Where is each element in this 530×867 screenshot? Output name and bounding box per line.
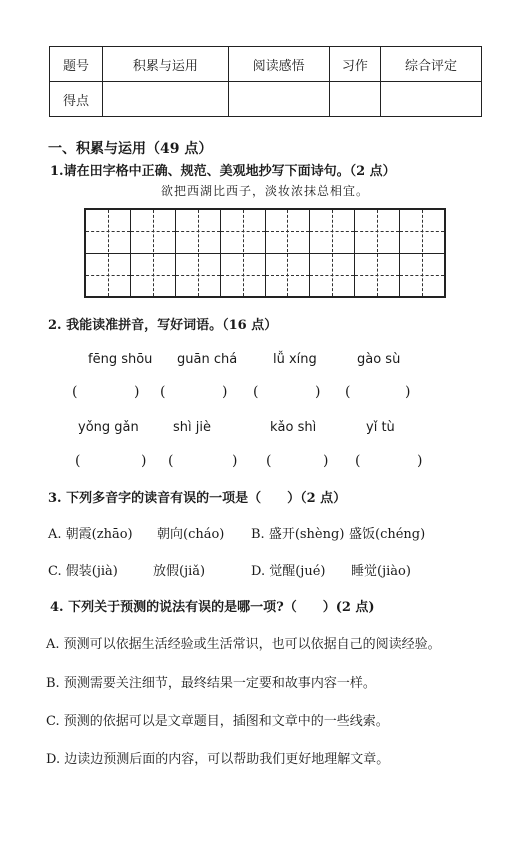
- option-a-item1: A. 朝霞(zhāo): [48, 527, 133, 542]
- tianzige-grid[interactable]: [84, 208, 446, 298]
- answer-paren-open: (: [168, 453, 174, 469]
- option-b: B. 预测需要关注细节，最终结果一定要和故事内容一样。: [46, 676, 376, 691]
- grid-column: [221, 210, 266, 296]
- pinyin: kǎo shì: [270, 420, 317, 435]
- pinyin: gào sù: [357, 352, 401, 367]
- score-cell: [329, 82, 380, 117]
- answer-paren-open: (: [355, 453, 361, 469]
- score-header-cell: 积累与运用: [103, 47, 229, 82]
- pinyin: yǐ tù: [366, 420, 395, 435]
- answer-paren-close: ): [417, 453, 423, 469]
- section-heading: 一、积累与运用（49 点）: [48, 141, 213, 157]
- grid-column: [131, 210, 176, 296]
- option-d-item1: D. 觉醒(jué): [251, 564, 326, 579]
- answer-paren-close: ): [232, 453, 238, 469]
- question-4-title: 4. 下列关于预测的说法有误的是哪一项?（ ）(2 点): [50, 600, 375, 615]
- option-c: C. 预测的依据可以是文章题目，插图和文章中的一些线索。: [46, 714, 389, 729]
- answer-paren-open: (: [253, 384, 259, 400]
- pinyin: lǚ xíng: [273, 352, 317, 367]
- poem-line: 欲把西湖比西子，淡妆浓抹总相宜。: [160, 184, 369, 198]
- answer-paren-close: ): [405, 384, 411, 400]
- question-2-title: 2. 我能读准拼音，写好词语。（16 点）: [48, 318, 278, 333]
- answer-paren-close: ): [141, 453, 147, 469]
- option-c-item1: C. 假装(jià): [48, 564, 118, 579]
- score-cell: [381, 82, 482, 117]
- option-b-item1: B. 盛开(shèng): [251, 527, 345, 542]
- answer-paren-open: (: [160, 384, 166, 400]
- answer-paren-close: ): [134, 384, 140, 400]
- grid-column: [86, 210, 131, 296]
- score-header-cell: 习作: [329, 47, 380, 82]
- score-header-label: 题号: [50, 47, 103, 82]
- option-b-item2: 盛饭(chéng): [349, 527, 426, 542]
- pinyin: fēng shōu: [88, 352, 153, 367]
- answer-paren-close: ): [323, 453, 329, 469]
- score-header-cell: 阅读感悟: [228, 47, 329, 82]
- question-1-title: 1.请在田字格中正确、规范、美观地抄写下面诗句。（2 点）: [50, 164, 396, 179]
- score-cell: [228, 82, 329, 117]
- grid-column: [266, 210, 311, 296]
- answer-paren-open: (: [72, 384, 78, 400]
- option-d: D. 边读边预测后面的内容，可以帮助我们更好地理解文章。: [46, 752, 390, 767]
- score-row-label: 得点: [50, 82, 103, 117]
- score-cell: [103, 82, 229, 117]
- option-a: A. 预测可以依据生活经验或生活常识，也可以依据自己的阅读经验。: [46, 637, 441, 652]
- score-table: [49, 46, 482, 117]
- pinyin: yǒng gǎn: [78, 420, 139, 435]
- answer-paren-close: ): [222, 384, 228, 400]
- grid-column: [355, 210, 400, 296]
- answer-paren-close: ): [315, 384, 321, 400]
- answer-paren-open: (: [266, 453, 272, 469]
- option-a-item2: 朝向(cháo): [157, 527, 225, 542]
- option-d-item2: 睡觉(jiào): [351, 564, 411, 579]
- grid-column: [310, 210, 355, 296]
- option-c-item2: 放假(jiǎ): [153, 564, 206, 579]
- grid-column: [400, 210, 444, 296]
- score-header-cell: 综合评定: [381, 47, 482, 82]
- answer-paren-open: (: [345, 384, 351, 400]
- answer-paren-open: (: [75, 453, 81, 469]
- score-table-score-row: [50, 82, 482, 117]
- question-3-title: 3. 下列多音字的读音有误的一项是（ ）（2 点）: [48, 491, 347, 506]
- score-table-header-row: [50, 47, 482, 82]
- pinyin: shì jiè: [173, 420, 211, 435]
- grid-column: [176, 210, 221, 296]
- pinyin: guān chá: [177, 352, 238, 367]
